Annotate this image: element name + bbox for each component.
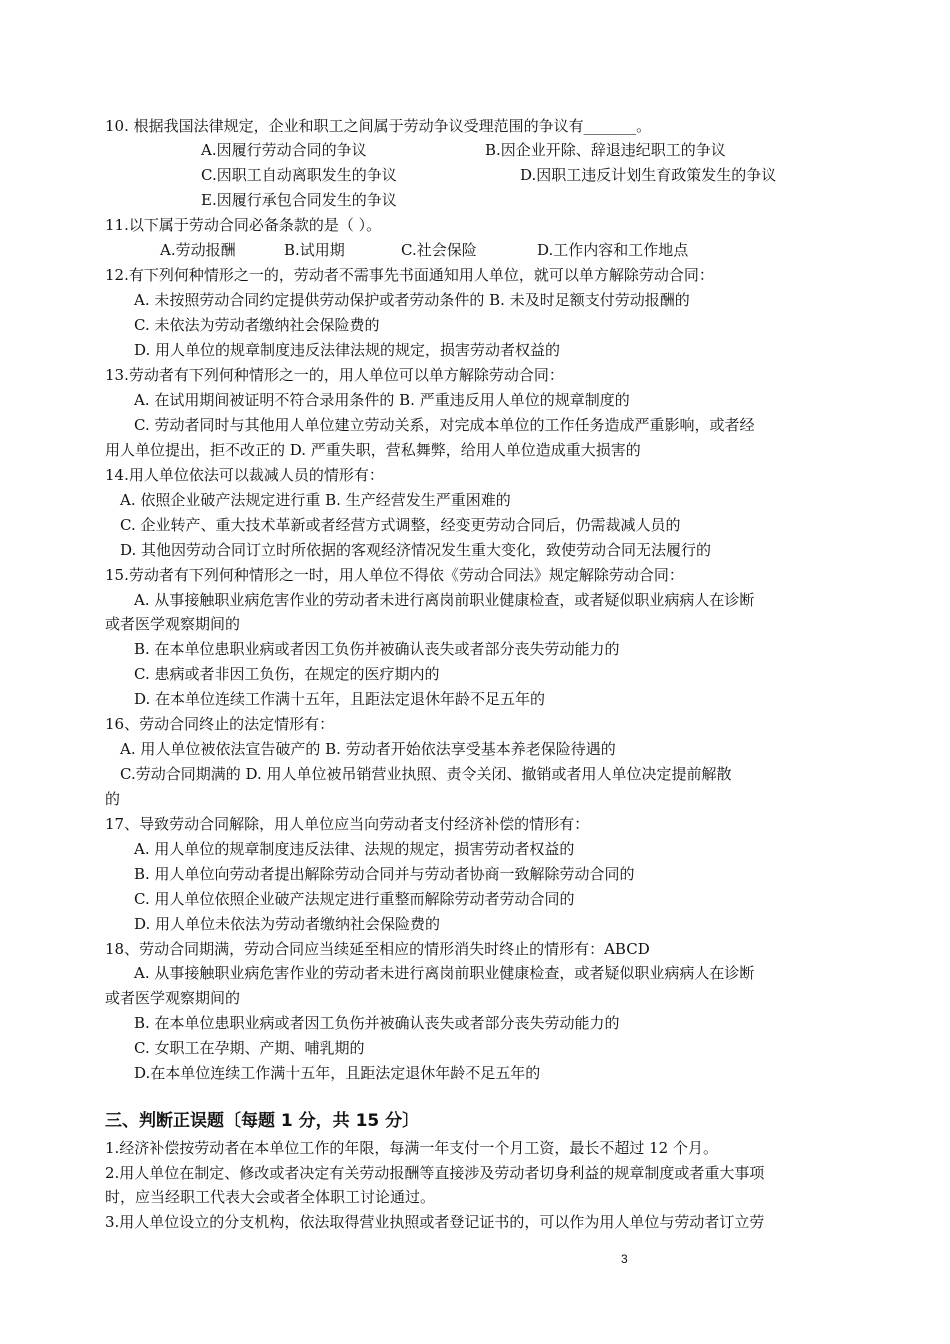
q15-option-d: D. 在本单位连续工作满十五年，且距法定退休年龄不足五年的: [134, 690, 546, 708]
q11-option-c: C.社会保险: [401, 241, 477, 259]
statement-2-cont: 时，应当经职工代表大会或者全体职工讨论通过。: [105, 1188, 436, 1206]
q12-option-d: D. 用人单位的规章制度违反法律法规的规定，损害劳动者权益的: [134, 341, 561, 359]
q10-stem: 10. 根据我国法律规定，企业和职工之间属于劳动争议受理范围的争议有_______。: [105, 117, 652, 135]
q11-stem: 11.以下属于劳动合同必备条款的是（ ）。: [105, 216, 382, 234]
q13-option-c: C. 劳动者同时与其他用人单位建立劳动关系，对完成本单位的工作任务造成严重影响，或者经: [134, 416, 755, 434]
q11-option-d: D.工作内容和工作地点: [537, 241, 689, 259]
q14-option-d: D. 其他因劳动合同订立时所依据的客观经济情况发生重大变化，致使劳动合同无法履行的: [120, 541, 712, 559]
q15-stem: 15.劳动者有下列何种情形之一时，用人单位不得依《劳动合同法》规定解除劳动合同：: [105, 566, 684, 584]
q17-option-a: A. 用人单位的规章制度违反法律、法规的规定，损害劳动者权益的: [134, 840, 575, 858]
q12-options-ab: A. 未按照劳动合同约定提供劳动保护或者劳动条件的 B. 未及时足额支付劳动报酬的: [134, 291, 690, 309]
q11-option-b: B.试用期: [284, 241, 345, 259]
section-heading: 三、判断正误题〔每题 1 分，共 15 分〕: [105, 1111, 420, 1131]
q18-option-d: D.在本单位连续工作满十五年，且距法定退休年龄不足五年的: [134, 1064, 541, 1082]
q18-option-a: A. 从事接触职业病危害作业的劳动者未进行离岗前职业健康检查，或者疑似职业病病人在诊断: [134, 964, 755, 982]
q15-option-b: B. 在本单位患职业病或者因工负伤并被确认丧失或者部分丧失劳动能力的: [134, 640, 620, 658]
q18-option-a-cont: 或者医学观察期间的: [105, 989, 241, 1007]
q17-option-c: C. 用人单位依照企业破产法规定进行重整而解除劳动者劳动合同的: [134, 890, 575, 908]
q15-option-a-cont: 或者医学观察期间的: [105, 615, 241, 633]
q13-stem: 13.劳动者有下列何种情形之一的，用人单位可以单方解除劳动合同：: [105, 366, 564, 384]
statement-2: 2.用人单位在制定、修改或者决定有关劳动报酬等直接涉及劳动者切身利益的规章制度或者重大事项: [105, 1164, 765, 1182]
q16-options-cd: C.劳动合同期满的 D. 用人单位被吊销营业执照、责令关闭、撤销或者用人单位决定提前解散: [120, 765, 732, 783]
q16-options-cd-cont: 的: [105, 790, 121, 808]
q15-option-c: C. 患病或者非因工负伤，在规定的医疗期内的: [134, 665, 440, 683]
page-number: 3: [621, 1252, 628, 1266]
q17-option-d: D. 用人单位未依法为劳动者缴纳社会保险费的: [134, 915, 441, 933]
q12-option-c: C. 未依法为劳动者缴纳社会保险费的: [134, 316, 380, 334]
q10-option-b: B.因企业开除、辞退违纪职工的争议: [485, 141, 726, 159]
q18-option-c: C. 女职工在孕期、产期、哺乳期的: [134, 1039, 365, 1057]
q17-option-b: B. 用人单位向劳动者提出解除劳动合同并与劳动者协商一致解除劳动合同的: [134, 865, 635, 883]
q10-option-d: D.因职工违反计划生育政策发生的争议: [520, 166, 777, 184]
q14-option-c: C. 企业转产、重大技术革新或者经营方式调整，经变更劳动合同后，仍需裁减人员的: [120, 516, 681, 534]
q15-option-a: A. 从事接触职业病危害作业的劳动者未进行离岗前职业健康检查，或者疑似职业病病人在诊断: [134, 591, 755, 609]
q18-option-b: B. 在本单位患职业病或者因工负伤并被确认丧失或者部分丧失劳动能力的: [134, 1014, 620, 1032]
statement-1: 1.经济补偿按劳动者在本单位工作的年限，每满一年支付一个月工资，最长不超过 12 个月。: [105, 1139, 718, 1157]
q16-stem: 16、劳动合同终止的法定情形有：: [105, 715, 335, 733]
q12-stem: 12.有下列何种情形之一的，劳动者不需事先书面通知用人单位，就可以单方解除劳动合同：: [105, 266, 714, 284]
q13-options-ab: A. 在试用期间被证明不符合录用条件的 B. 严重违反用人单位的规章制度的: [134, 391, 630, 409]
q17-stem: 17、导致劳动合同解除，用人单位应当向劳动者支付经济补偿的情形有：: [105, 815, 590, 833]
q10-option-a: A.因履行劳动合同的争议: [201, 141, 367, 159]
q14-options-ab: A. 依照企业破产法规定进行重 B. 生产经营发生严重困难的: [120, 491, 511, 509]
q10-option-c: C.因职工自动离职发生的争议: [201, 166, 397, 184]
q18-stem: 18、劳动合同期满，劳动合同应当续延至相应的情形消失时终止的情形有：ABCD: [105, 940, 650, 958]
q10-option-e: E.因履行承包合同发生的争议: [201, 191, 397, 209]
q13-option-c-cont: 用人单位提出，拒不改正的 D. 严重失职，营私舞弊，给用人单位造成重大损害的: [105, 441, 641, 459]
q16-options-ab: A. 用人单位被依法宣告破产的 B. 劳动者开始依法享受基本养老保险待遇的: [120, 740, 616, 758]
q14-stem: 14.用人单位依法可以裁减人员的情形有：: [105, 466, 384, 484]
statement-3: 3.用人单位设立的分支机构，依法取得营业执照或者登记证书的，可以作为用人单位与劳动者订立劳: [105, 1213, 765, 1231]
q11-option-a: A.劳动报酬: [160, 241, 236, 259]
